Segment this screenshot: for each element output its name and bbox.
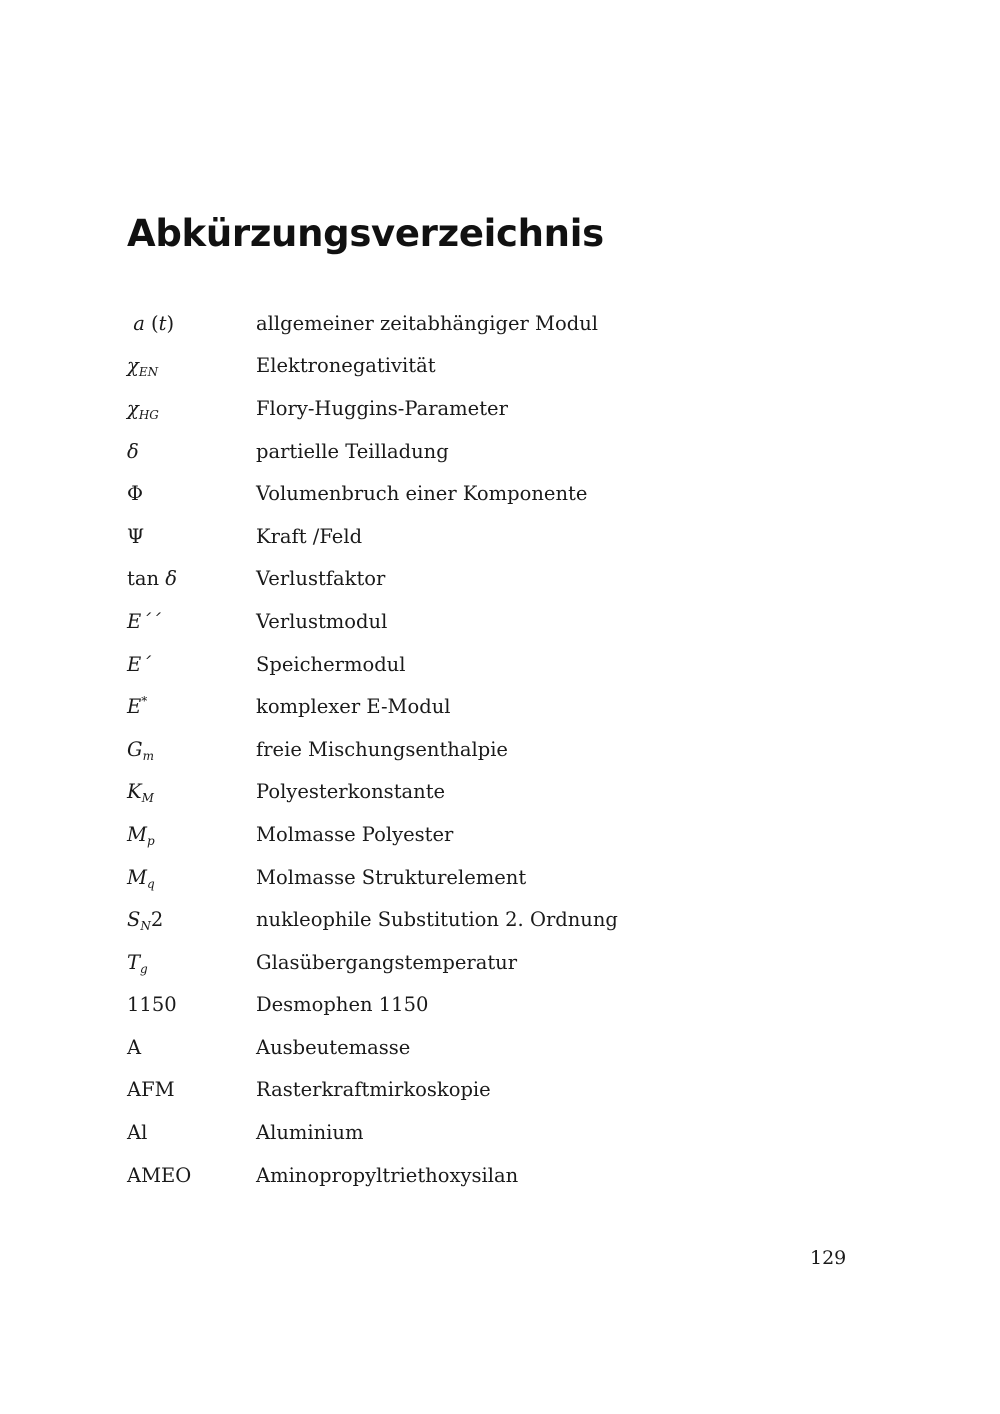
abbreviation-symbol: AFM <box>127 1078 175 1102</box>
abbreviation-row <box>127 1069 887 1112</box>
abbreviation-row <box>127 345 887 388</box>
abbreviation-meaning: Ausbeutemasse <box>256 1035 411 1059</box>
abbreviation-meaning: Flory-Huggins-Parameter <box>256 396 508 420</box>
abbreviation-meaning: komplexer E-Modul <box>256 695 451 719</box>
abbreviation-symbol: a (t) <box>133 311 175 335</box>
abbreviation-row <box>127 643 887 686</box>
abbreviation-symbol: E´ <box>127 652 151 676</box>
abbreviation-row <box>127 984 887 1027</box>
abbreviation-meaning: Elektronegativität <box>256 354 436 378</box>
abbreviation-meaning: Rasterkraftmirkoskopie <box>256 1078 491 1102</box>
abbreviation-row <box>127 600 887 643</box>
abbreviation-row <box>127 771 887 814</box>
abbreviation-row <box>127 387 887 430</box>
abbreviation-row <box>127 1111 887 1154</box>
abbreviation-row <box>127 430 887 473</box>
abbreviation-row <box>127 1154 887 1197</box>
abbreviation-symbol: tan δ <box>127 567 177 591</box>
abbreviation-meaning: allgemeiner zeitabhängiger Modul <box>256 311 598 335</box>
abbreviation-meaning: Speichermodul <box>256 652 406 676</box>
abbreviation-row <box>127 1026 887 1069</box>
abbreviation-symbol: δ <box>127 439 139 463</box>
abbreviation-meaning: Kraft /Feld <box>256 524 363 548</box>
abbreviation-meaning: Molmasse Strukturelement <box>256 865 527 889</box>
abbreviation-symbol: Al <box>127 1121 148 1145</box>
abbreviation-meaning: Verlustfaktor <box>256 567 386 591</box>
abbreviation-symbol: $S_N2$ <box>127 908 164 934</box>
abbreviation-row <box>127 472 887 515</box>
abbreviation-symbol: E* <box>127 694 148 719</box>
abbreviation-meaning: Glasübergangstemperatur <box>256 950 518 974</box>
abbreviation-row <box>127 302 887 345</box>
abbreviation-symbol: A <box>127 1035 142 1059</box>
abbreviation-symbol: $\chi_{HG}$ <box>127 396 159 422</box>
abbreviation-symbol: $K_M$ <box>127 780 154 806</box>
abbreviation-meaning: Molmasse Polyester <box>256 822 454 846</box>
abbreviation-row <box>127 898 887 941</box>
abbreviation-row <box>127 941 887 984</box>
abbreviation-symbol: $G_m$ <box>127 737 154 763</box>
abbreviation-symbol: Ψ <box>127 524 145 548</box>
abbreviation-row <box>127 728 887 771</box>
abbreviation-symbol: 1150 <box>127 993 177 1017</box>
abbreviation-meaning: Verlustmodul <box>256 609 388 633</box>
abbreviation-meaning: partielle Teilladung <box>256 439 449 463</box>
abbreviation-row <box>127 558 887 601</box>
abbreviation-symbol: E´´ <box>127 609 161 633</box>
page-number: 129 <box>810 1247 847 1269</box>
abbreviation-row <box>127 515 887 558</box>
abbreviation-meaning: nukleophile Substitution 2. Ordnung <box>256 908 618 932</box>
abbreviation-meaning: Desmophen 1150 <box>256 993 429 1017</box>
abbreviation-row <box>127 856 887 899</box>
abbreviation-symbol: Φ <box>127 482 143 506</box>
abbreviation-list <box>127 302 887 1196</box>
abbreviation-symbol: AMEO <box>127 1163 192 1187</box>
abbreviation-symbol: $M_q$ <box>127 865 155 891</box>
abbreviation-row <box>127 813 887 856</box>
abbreviation-meaning: freie Mischungsenthalpie <box>256 737 508 761</box>
abbreviation-symbol: $M_p$ <box>127 822 155 848</box>
abbreviation-row <box>127 685 887 728</box>
abbreviation-meaning: Aluminium <box>256 1121 364 1145</box>
abbreviation-meaning: Polyesterkonstante <box>256 780 446 804</box>
abbreviation-meaning: Volumenbruch einer Komponente <box>256 482 588 506</box>
abbreviation-symbol: $T_g$ <box>127 950 148 976</box>
page-title: Abkürzungsverzeichnis <box>127 212 604 255</box>
abbreviation-meaning: Aminopropyltriethoxysilan <box>256 1163 519 1187</box>
abbreviation-symbol: $\chi_{EN}$ <box>127 354 159 380</box>
